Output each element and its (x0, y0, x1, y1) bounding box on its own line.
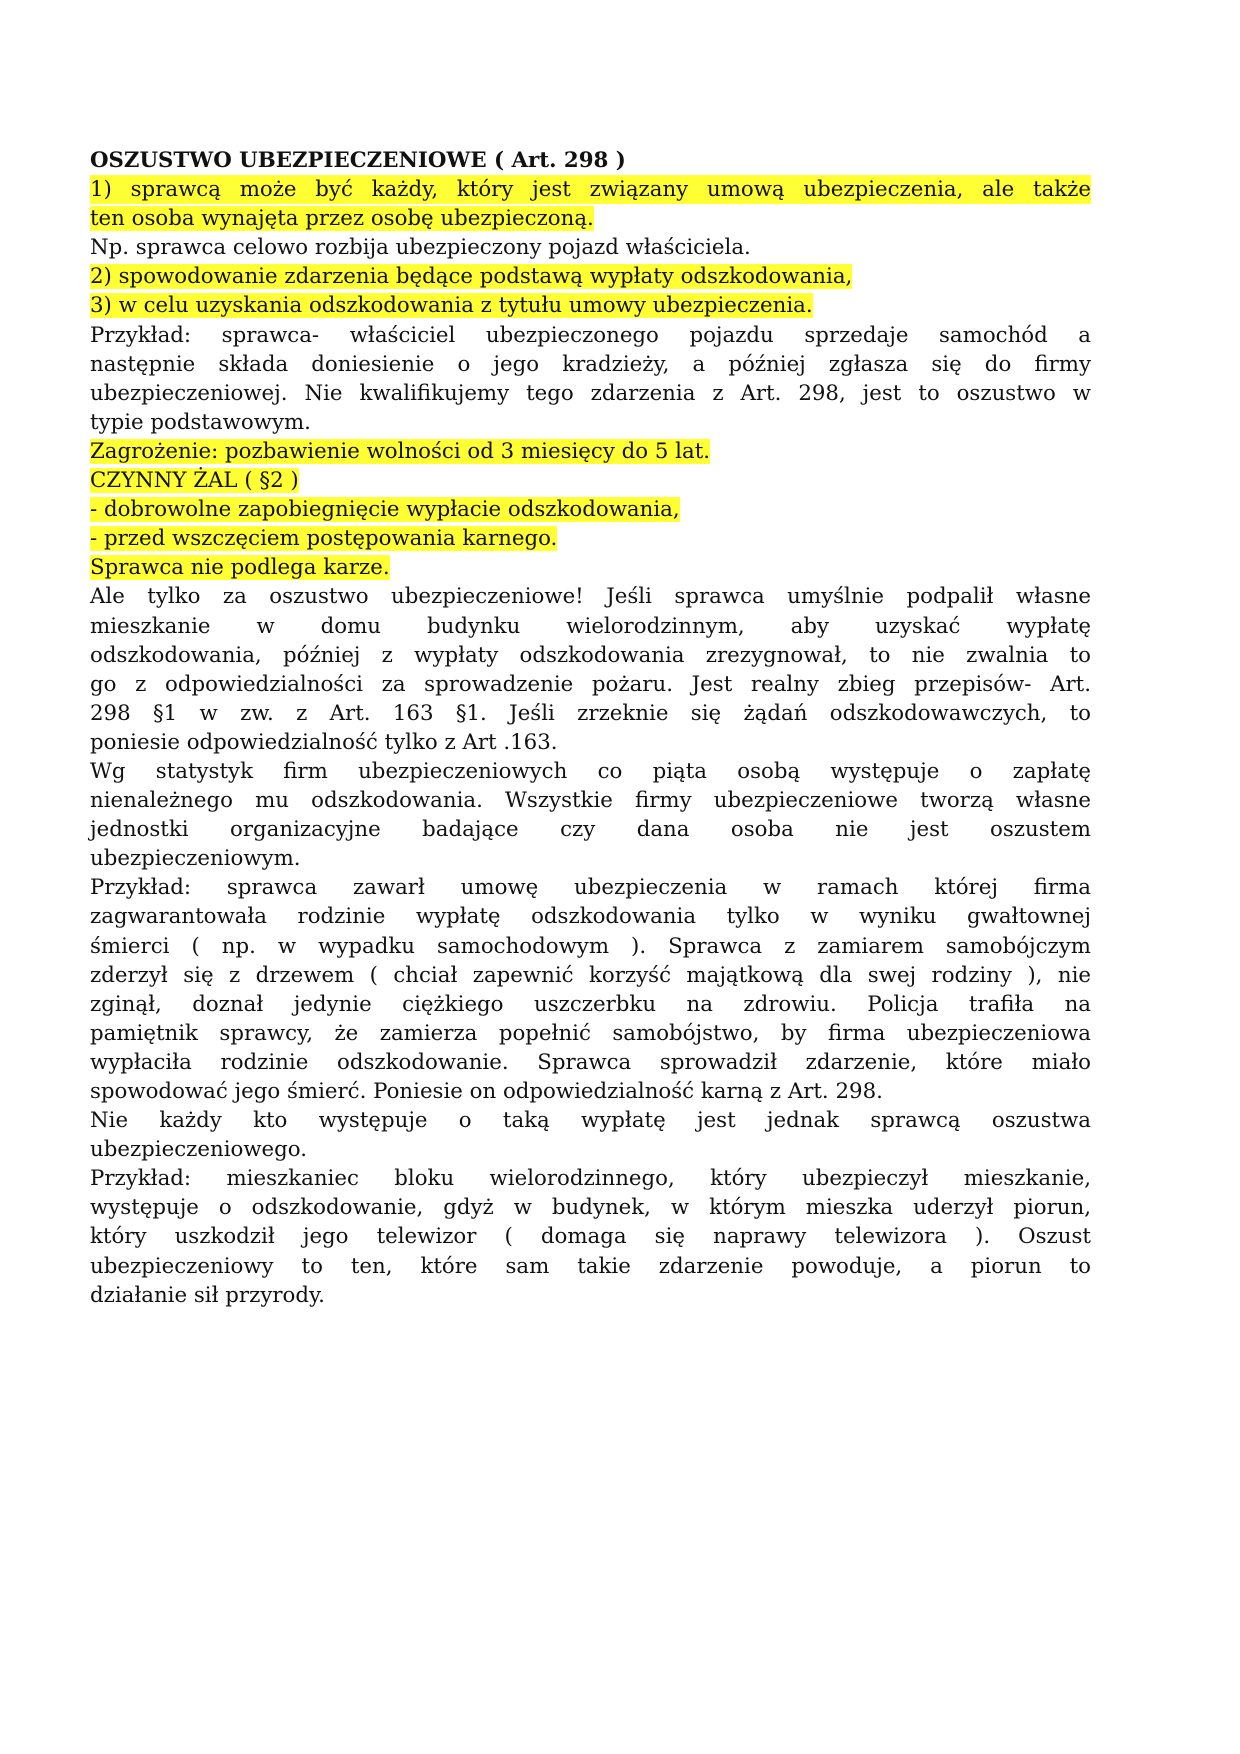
line-text: Np. sprawca celowo rozbija ubezpieczony pojazd właściciela. (90, 235, 751, 261)
text-line (90, 1048, 1091, 1077)
text-line (90, 873, 1091, 902)
line-text: 298 §1 w zw. z Art. 163 §1. Jeśli zrzeknie się żądań odszkodowawczych, to (90, 700, 1091, 726)
text-line (90, 1077, 1091, 1106)
line-text: ubezpieczeniowej. Nie kwalifikujemy tego zdarzenia z Art. 298, jest to oszustwo w (90, 380, 1091, 406)
line-text: jednostki organizacyjne badające czy dana osoba nie jest oszustem (90, 817, 1091, 843)
document-page (90, 146, 1091, 1310)
line-text: Wg statystyk firm ubezpieczeniowych co piąta osobą występuje o zapłatę (90, 758, 1091, 784)
line-text: Nie każdy kto występuje o taką wypłatę jest jednak sprawcą oszustwa (90, 1108, 1091, 1134)
text-line (90, 582, 1091, 611)
line-text: zginął, doznał jedynie ciężkiego uszczerbku na zdrowiu. Policja trafiła na (90, 991, 1091, 1017)
line-text: poniesie odpowiedzialność tylko z Art .163. (90, 729, 558, 755)
text-line (90, 524, 1091, 553)
text-line (90, 670, 1091, 699)
line-text: ubezpieczeniowego. (90, 1137, 308, 1163)
highlighted-text: - przed wszczęciem postępowania karnego. (90, 526, 558, 552)
highlighted-text: 3) w celu uzyskania odszkodowania z tytułu umowy ubezpieczenia. (90, 293, 813, 319)
highlighted-text: Sprawca nie podlega karze. (90, 555, 390, 581)
text-line (90, 902, 1091, 931)
line-text: ubezpieczeniowy to ten, które sam takie zdarzenie powoduje, a piorun to (90, 1253, 1091, 1279)
text-line (90, 699, 1091, 728)
text-line (90, 728, 1091, 757)
line-text: śmierci ( np. w wypadku samochodowym ). Sprawca z zamiarem samobójczym (90, 933, 1091, 959)
line-text: pamiętnik sprawcy, że zamierza popełnić samobójstwo, by firma ubezpieczeniowa (90, 1020, 1091, 1046)
text-line (90, 495, 1091, 524)
line-text: go z odpowiedzialności za sprowadzenie pożaru. Jest realny zbieg przepisów- Art. (90, 671, 1091, 697)
text-line (90, 553, 1091, 582)
text-line (90, 175, 1091, 204)
line-text: zderzył się z drzewem ( chciał zapewnić korzyść majątkową dla swej rodziny ), nie (90, 962, 1091, 988)
text-line (90, 1135, 1091, 1164)
line-text: działanie sił przyrody. (90, 1282, 325, 1308)
document-body (90, 175, 1091, 1310)
line-text: występuje o odszkodowanie, gdyż w budynek, w którym mieszka uderzył piorun, (90, 1195, 1091, 1221)
text-line (90, 641, 1091, 670)
line-text: który uszkodził jego telewizor ( domaga się naprawy telewizora ). Oszust (90, 1224, 1091, 1250)
highlighted-text: 2) spowodowanie zdarzenia będące podstawą wypłaty odszkodowania, (90, 264, 853, 290)
highlighted-text: ten osoba wynajęta przez osobę ubezpieczoną. (90, 206, 594, 232)
text-line (90, 612, 1091, 641)
text-line (90, 815, 1091, 844)
highlighted-text: 1) sprawcą może być każdy, który jest związany umową ubezpieczenia, ale także (90, 177, 1091, 203)
document-title: OSZUSTWO UBEZPIECZENIOWE ( Art. 298 ) (90, 148, 626, 173)
line-text: Przykład: sprawca- właściciel ubezpieczonego pojazdu sprzedaje samochód a (90, 322, 1091, 348)
text-line (90, 233, 1091, 262)
text-line (90, 1019, 1091, 1048)
line-text: zagwarantowała rodzinie wypłatę odszkodowania tylko w wyniku gwałtownej (90, 904, 1091, 930)
line-text: spowodować jego śmierć. Poniesie on odpowiedzialność karną z Art. 298. (90, 1079, 883, 1104)
text-line (90, 757, 1091, 786)
line-text: typie podstawowym. (90, 409, 311, 435)
text-line (90, 1193, 1091, 1222)
text-line (90, 437, 1091, 466)
text-line (90, 990, 1091, 1019)
text-line (90, 844, 1091, 873)
text-line (90, 961, 1091, 990)
text-line (90, 321, 1091, 350)
highlighted-text: Zagrożenie: pozbawienie wolności od 3 miesięcy do 5 lat. (90, 438, 711, 464)
text-line (90, 1222, 1091, 1251)
highlighted-text: - dobrowolne zapobiegnięcie wypłacie odszkodowania, (90, 497, 680, 523)
line-text: Ale tylko za oszustwo ubezpieczeniowe! Jeśli sprawca umyślnie podpalił własne (90, 584, 1091, 610)
line-text: ubezpieczeniowym. (90, 846, 301, 872)
line-text: wypłaciła rodzinie odszkodowanie. Sprawca sprowadził zdarzenie, które miało (90, 1049, 1091, 1075)
text-line (90, 932, 1091, 961)
line-text: odszkodowania, później z wypłaty odszkodowania zrezygnował, to nie zwalnia to (90, 642, 1091, 668)
line-text: mieszkanie w domu budynku wielorodzinnym, aby uzyskać wypłatę (90, 613, 1091, 639)
text-line (90, 204, 1091, 233)
text-line (90, 350, 1091, 379)
text-line (90, 262, 1091, 291)
line-text: nienależnego mu odszkodowania. Wszystkie firmy ubezpieczeniowe tworzą własne (90, 788, 1091, 814)
text-line (90, 1106, 1091, 1135)
line-text: następnie składa doniesienie o jego kradzieży, a później zgłasza się do firmy (90, 351, 1091, 377)
line-text: Przykład: mieszkaniec bloku wielorodzinnego, który ubezpieczył mieszkanie, (90, 1166, 1091, 1192)
text-line (90, 1252, 1091, 1281)
highlighted-text: CZYNNY ŻAL ( §2 ) (90, 468, 299, 494)
text-line (90, 786, 1091, 815)
text-line (90, 466, 1091, 495)
line-text: Przykład: sprawca zawarł umowę ubezpieczenia w ramach której firma (90, 875, 1091, 901)
text-line (90, 1281, 1091, 1310)
text-line (90, 408, 1091, 437)
text-line (90, 1164, 1091, 1193)
text-line (90, 291, 1091, 320)
text-line (90, 379, 1091, 408)
